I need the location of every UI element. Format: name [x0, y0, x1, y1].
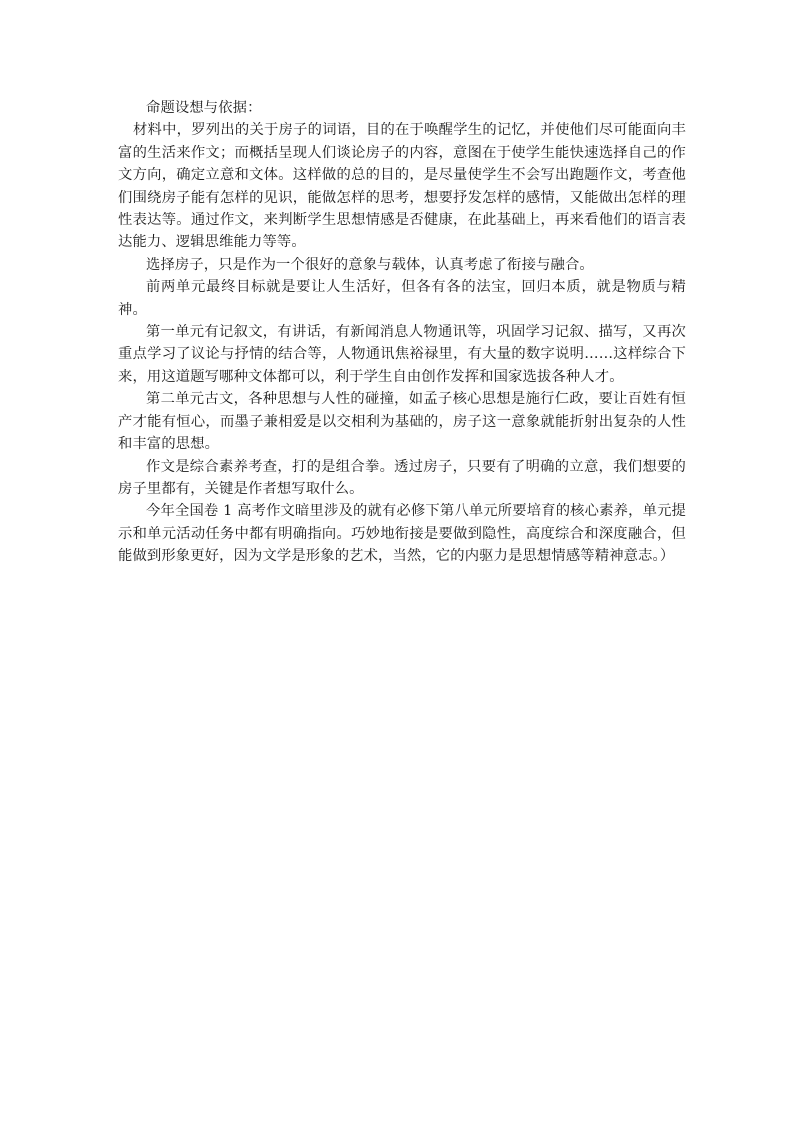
paragraph-unit-one: 第一单元有记叙文，有讲话，有新闻消息人物通讯等，巩固学习记叙、描写，又再次重点学习了议论与抒情的结合等，人物通讯焦裕禄里，有大量的数字说明……这样综合下来，用这道题写哪种文体都可以，利于学生自由创作发挥和国家选拔各种人才。 [118, 324, 686, 385]
paragraph-national-exam: 今年全国卷 1 高考作文暗里涉及的就有必修下第八单元所要培育的核心素养，单元提示和单元活动任务中都有明确指向。巧妙地衔接是要做到隐性，高度综合和深度融合，但能做到形象更好，因为文学是形象的艺术，当然，它的内驱力是思想情感等精神意志。） [118, 503, 686, 565]
document-body [118, 97, 686, 568]
paragraph-first-two-units: 前两单元最终目标就是要让人生活好，但各有各的法宝，回归本质，就是物质与精神。 [118, 279, 686, 318]
paragraph-composition: 作文是综合素养考查，打的是组合拳。透过房子，只要有了明确的立意，我们想要的房子里都有，关键是作者想写取什么。 [118, 458, 686, 497]
paragraph-house-choice: 选择房子，只是作为一个很好的意象与载体，认真考虑了衔接与融合。 [146, 256, 594, 273]
paragraph-material: 材料中，罗列出的关于房子的词语，目的在于唤醒学生的记忆，并使他们尽可能面向丰富的生活来作文；而概括呈现人们谈论房子的内容，意图在于使学生能快速选择自己的作文方向，确定立意和文体。这样做的总的目的，是尽量使学生不会写出跑题作文，考查他们围绕房子能有怎样的见识，能做怎样的思考，想要抒发怎样的感情，又能做出怎样的理性表达等。通过作文，来判断学生思想情感是否健康，在此基础上，再来看他们的语言表达能力、逻辑思维能力等等。 [118, 122, 686, 251]
paragraph-unit-two: 第二单元古文，各种思想与人性的碰撞，如孟子核心思想是施行仁政，要让百姓有恒产才能有恒心，而墨子兼相爱是以交相利为基础的，房子这一意象就能折射出复杂的人性和丰富的思想。 [118, 391, 686, 453]
section-heading: 命题设想与依据： [146, 100, 262, 116]
